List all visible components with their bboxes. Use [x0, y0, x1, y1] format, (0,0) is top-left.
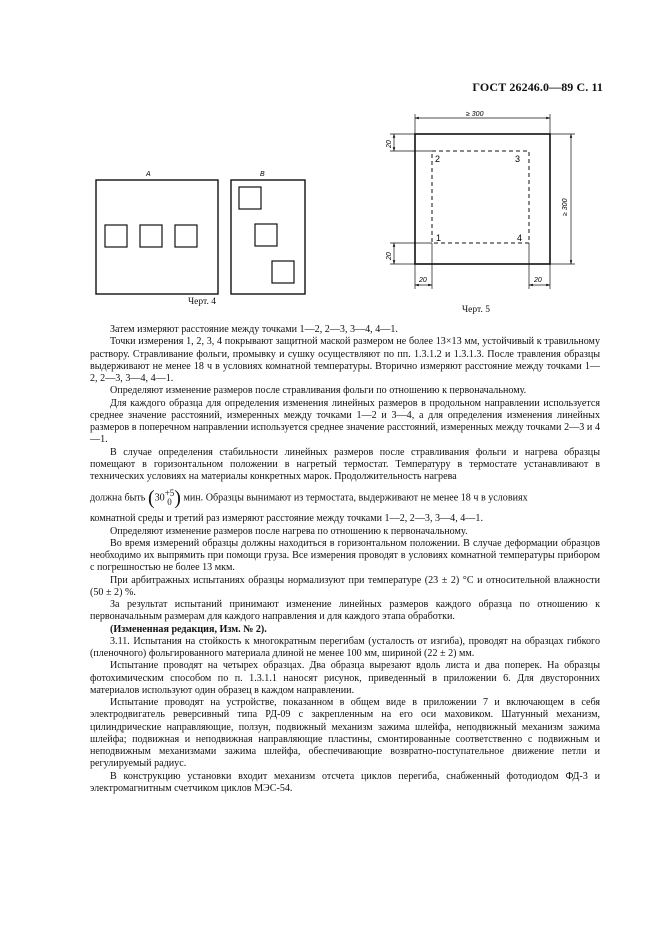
fig5-dim-right: ≥ 300	[562, 198, 569, 216]
fig5-dashed-contour	[432, 151, 529, 243]
figure-5	[380, 104, 585, 296]
fig5-dim-bottom-left: 20	[419, 277, 427, 284]
paragraph: Во время измерений образцы должны находиться в горизонтальном положении. В случае деформации образцов необходимо их выпрямить при помощи груза. Все измерения проводят в условиях комнатной температуры прибором с погрешностью не более 13 мкм.	[90, 537, 600, 574]
fig4-caption: Черт. 4	[188, 297, 216, 307]
paragraph: комнатной среды и третий раз измеряют расстояние между точками 1—2, 2—3, 3—4, 4—1.	[90, 513, 483, 525]
fig4-label-a: A	[146, 171, 151, 178]
fig4-square-b2	[255, 224, 277, 246]
revision-note: (Измененная редакция, Изм. № 2).	[110, 623, 267, 635]
fig5-dim-top: ≥ 300	[466, 111, 484, 118]
paragraph: Определяют изменение размеров после стравливания фольги по отношению к первоначальному.	[110, 385, 527, 397]
paragraph: За результат испытаний принимают изменение линейных размеров каждого образца по отношению к первоначальным размерам для каждого направления и для каждого этапа обработки.	[90, 599, 600, 623]
fig5-point-2: 2	[435, 154, 441, 164]
paragraph: В случае определения стабильности линейных размеров после стравливания фольги и нагрева образцы помещают в горизонтальном положении в нагретый термостат. Температуру в термостате устанавливают в технических условиях на материалы конкретных марок. Продолжительность нагрева	[90, 446, 600, 482]
paragraph: Испытание проводят на устройстве, показанном в общем виде в приложении 7 и включающем в себя электродвигатель реверсивный типа РД-09 с закрепленным на его оси маховиком. Шатунный механизм, цилиндрические направляющие, ползун, подвижный механизм зажима шлейфа, неподвижный механизм зажима шлейфа; подвижная и неподвижная направляющие пластины, смонтированные соответственно с подвижным и неподвижным механизмами зажима шлейфа, обеспечивающие возвратно-поступательное движение петли и регулируемый радиус.	[90, 697, 600, 770]
fig4-label-b: B	[260, 171, 265, 178]
fig4-square-a2	[140, 225, 162, 247]
fig4-sheet-a	[96, 180, 218, 294]
fig5-dim-bottom-right: 20	[534, 277, 542, 284]
paragraph-heating-duration: должна быть (30+5 0 ) мин. Образцы вынимают из термостата, выдерживают не менее 18 ч в условиях	[90, 487, 528, 510]
fig4-square-b3	[272, 261, 294, 283]
fig5-dim-left-top: 20	[386, 140, 393, 148]
paragraph: Испытание проводят на четырех образцах. Два образца вырезают вдоль листа и два поперек. На образцы фотохимическим способом по п. 1.3.1.1 наносят рисунок, приведенный в приложении 6. Для двусторонних материалов используют один образец в каждом направлении.	[90, 660, 600, 696]
document-header: ГОСТ 26246.0—89 С. 11	[472, 80, 603, 94]
fig5-dim-left-bottom: 20	[386, 252, 393, 260]
paragraph: 3.11. Испытания на стойкость к многократным перегибам (усталость от изгиба), проводят на образцах гибкого (пленочного) фольгированного материала длиной не менее 100 мм, шириной (22 ± 2) мм.	[90, 635, 600, 659]
paragraph: При арбитражных испытаниях образцы нормализуют при температуре (23 ± 2) °С и относительной влажности (50 ± 2) %.	[90, 574, 600, 598]
fig4-square-b1	[239, 187, 261, 209]
figure-4	[90, 166, 320, 306]
paragraph: Для каждого образца для определения изменения линейных размеров в продольном направлении используется среднее значение расстояний, измеренных между точками 1—2 и 3—4, а для определения изменения линейных размеров в поперечном направлении используется среднее значение расстояний, измеренных между точками 2—3 и 4—1.	[90, 397, 600, 446]
fig5-point-1: 1	[436, 233, 442, 243]
document-body	[90, 324, 600, 795]
paragraph: Определяют изменение размеров после нагрева по отношению к первоначальному.	[110, 525, 468, 537]
fig5-point-3: 3	[515, 154, 521, 164]
fig4-square-a3	[175, 225, 197, 247]
fig4-square-a1	[105, 225, 127, 247]
paragraph: Затем измеряют расстояние между точками 1—2, 2—3, 3—4, 4—1.	[110, 324, 398, 335]
fig5-point-4: 4	[517, 233, 523, 243]
paragraph: Точки измерения 1, 2, 3, 4 покрывают защитной маской размером не более 13×13 мм, устойчивый к травильному раствору. Стравливание фольги, промывку и сушку осуществляют по пп. 1.3.1.2 и 1.3.1.3. После травления образцы выдерживают не менее 18 ч в условиях комнатной температуры. Вторично измеряют расстояние между точками 1—2, 2—3, 3—4, 4—1.	[90, 336, 600, 384]
fig5-caption: Черт. 5	[462, 305, 490, 315]
paragraph: В конструкцию установки входит механизм отсчета циклов перегиба, снабженный фотодиодом ФД-3 и электромагнитным счетчиком циклов МЭС-54.	[90, 770, 600, 794]
